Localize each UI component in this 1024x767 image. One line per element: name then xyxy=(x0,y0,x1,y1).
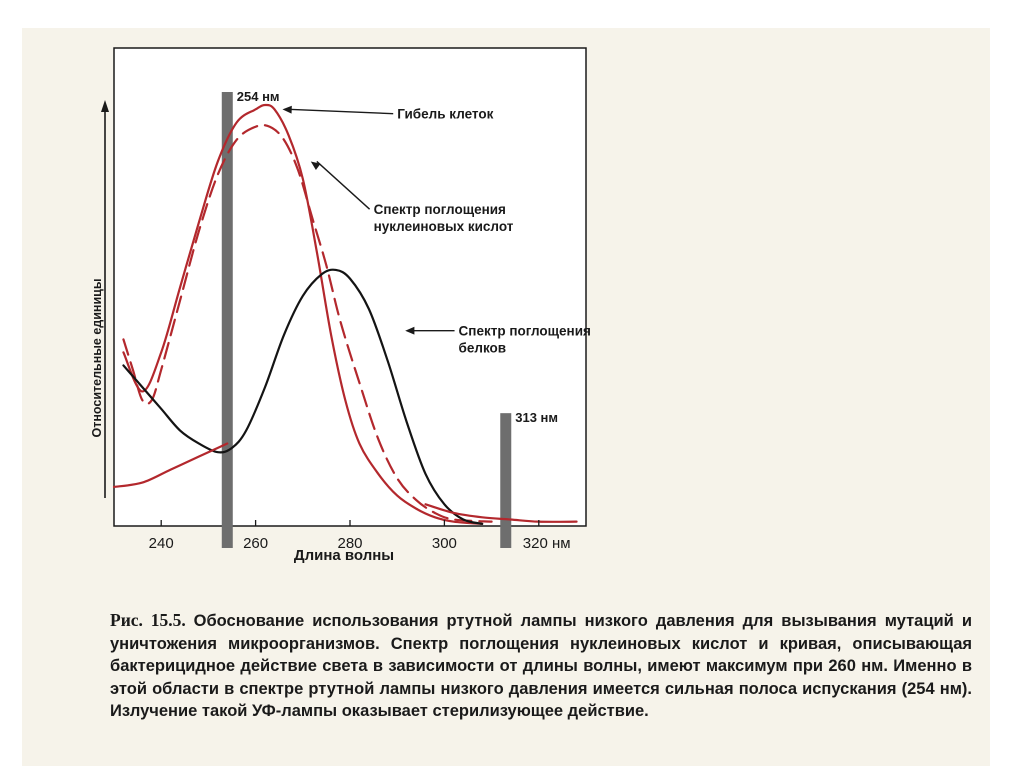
emission-bar-313 xyxy=(500,413,511,548)
emission-bar-label-254: 254 нм xyxy=(236,89,280,104)
plot-frame xyxy=(114,48,586,526)
x-tick-label-260: 260 xyxy=(243,535,269,552)
figure-label: Рис. 15.5. xyxy=(110,610,186,630)
caption-text: Обоснование использования ртутной лампы низкого давления для вызывания мутаций и уничтожения микроорганизмов. Спектр поглощения нуклеиновых кислот и кривая, описывающая бактерицидное действие света в зависимости от длины волны, имеют максимум при 260 нм. Именно в этой области в спектре ртутной лампы низкого давления имеется сильная полоса испускания (254 нм). Излучение такой УФ-лампы оказывает стерилизующее действие. xyxy=(110,612,973,720)
y-axis-label: Относительные единицы xyxy=(90,278,104,438)
x-tick-label-320: 320 нм xyxy=(522,535,571,552)
x-tick-label-240: 240 xyxy=(148,535,174,552)
annotation-label-2: Спектр поглощения белков xyxy=(458,323,591,356)
chart xyxy=(22,28,990,588)
page-sheet xyxy=(22,28,990,766)
figure-caption xyxy=(110,610,972,723)
annotation-label-0: Гибель клеток xyxy=(397,106,494,122)
x-tick-label-300: 300 xyxy=(431,535,457,552)
emission-bar-label-313: 313 нм xyxy=(515,410,559,426)
x-tick-label-280: 280 xyxy=(337,535,363,552)
annotation-label-1: Спектр поглощения нуклеиновых кислот xyxy=(373,202,514,235)
x-axis-label: Длина волны xyxy=(293,547,395,564)
y-axis-arrow-head xyxy=(101,100,109,112)
